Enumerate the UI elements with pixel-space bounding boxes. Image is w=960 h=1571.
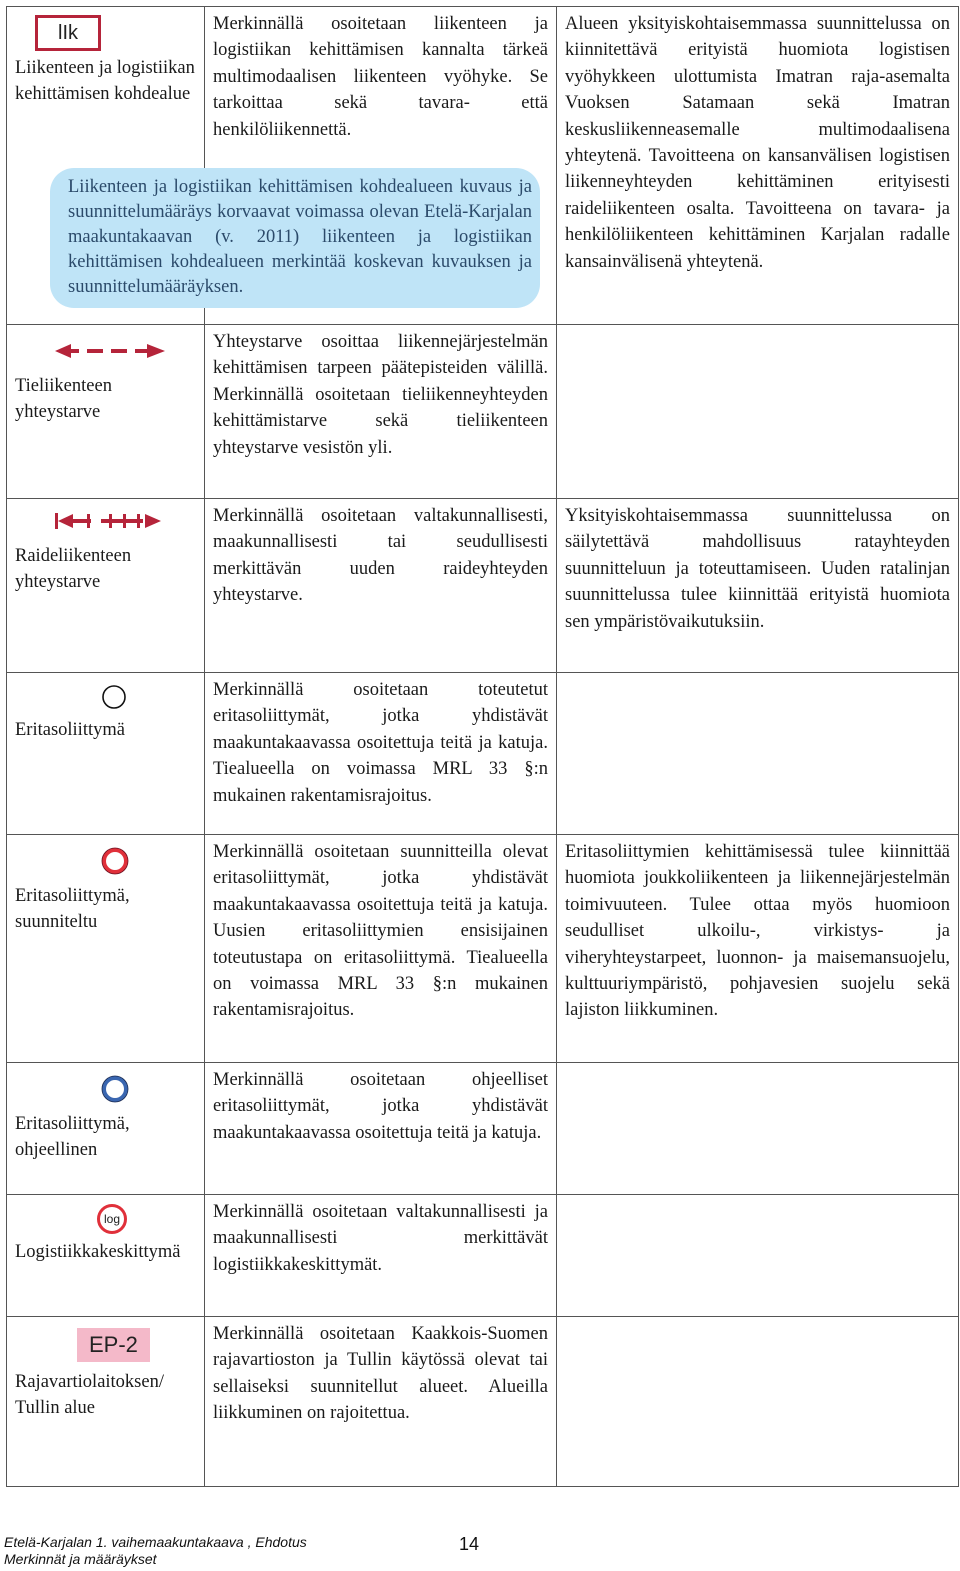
dashed-arrow-icon bbox=[55, 341, 165, 361]
ilk-symbol: lIk bbox=[35, 15, 101, 51]
symbol-cell bbox=[7, 499, 205, 673]
legend-row bbox=[7, 1063, 959, 1195]
description-cell: Merkinnällä osoitetaan valtakunnallisesti, maakunnallisesti tai seudullisesti merkittävän uuden raideyhteyden yhteystarve. bbox=[205, 499, 557, 673]
regulation-cell: Eritasoliittymien kehittämisessä tulee kiinnittää huomiota joukkoliikenteen ja liikennejärjestelmän toimivuuteen. Tulee ottaa myös huomioon seudulliset ulkoilu-, virkistys- ja viheryhteystarpeet, luonnon- ja maisemansuojelu, kulttuuriympäristö, pohjavesien suojelu sekä lajiston liikkuminen. bbox=[557, 835, 959, 1063]
symbol-label: Logistiikkakeskittymä bbox=[15, 1242, 181, 1262]
interchange-circle-icon bbox=[101, 684, 127, 710]
regulation-cell: Alueen yksityiskohtaisemmassa suunnittelussa on kiinnitettävä erityistä huomiota logistisen vyöhykkeen ulottumista Imatran raja-asemalta Vuoksen Satamaan sekä Imatran keskusliikenneasemalle multimodaalisena yhteytenä. Tavoitteena on kansanvälisen logistisen liikenneyhteyden kehittäminen erityisesti raideliikenteen osalta. Tavoitteena on tavara- ja henkilöliikenteen kehittäminen Karjalan radalle kansainvälisenä yhteytenä. bbox=[557, 7, 959, 325]
ep-symbol: EP-2 bbox=[77, 1328, 150, 1362]
symbol-label: Tieliikenteen yhteystarve bbox=[15, 376, 112, 423]
rail-arrow-icon bbox=[55, 511, 165, 531]
description-cell: Yhteystarve osoittaa liikennejärjestelmän kehittämisen tarpeen päätepisteiden välillä. Merkinnällä osoitetaan tieliikenneyhteyden kehittämistarve sekä tieliikenteen yhteystarve vesistön yli. bbox=[205, 325, 557, 499]
road-connection-symbol bbox=[15, 329, 196, 373]
footer-line-2: Merkinnät ja määräykset bbox=[4, 1551, 157, 1567]
description-cell: Merkinnällä osoitetaan ohjeelliset eritasoliittymät, jotka yhdistävät maakuntakaavassa osoitettuja teitä ja katuja. bbox=[205, 1063, 557, 1195]
symbol-label: Raideliikenteen yhteystarve bbox=[15, 546, 132, 593]
description-cell: Merkinnällä osoitetaan liikenteen ja logistiikan kehittämisen kannalta tärkeä multimodaalisen liikenteen vyöhyke. Se tarkoittaa sekä tavara- että henkilöliikennettä. bbox=[205, 7, 557, 325]
symbol-cell bbox=[7, 835, 205, 1063]
description-cell: Merkinnällä osoitetaan valtakunnallisesti ja maakunnallisesti merkittävät logistiikkakeskittymät. bbox=[205, 1195, 557, 1317]
description-cell: Merkinnällä osoitetaan suunnitteilla olevat eritasoliittymät, jotka yhdistävät maakuntakaavassa osoitettuja teitä ja katuja. Uusien eritasoliittymien ensisijainen toteutustapa on eritasoliittymä. Tiealueella on voimassa MRL 33 §:n mukainen rakentamisrajoitus. bbox=[205, 835, 557, 1063]
legend-row bbox=[7, 835, 959, 1063]
regulation-cell bbox=[557, 1317, 959, 1487]
regulation-cell bbox=[557, 1063, 959, 1195]
indicative-interchange-circle-icon bbox=[101, 1075, 129, 1103]
symbol-label: Eritasoliittymä, ohjeellinen bbox=[15, 1114, 130, 1161]
symbol-label: Liikenteen ja logistiikan kehittämisen kohdealue bbox=[15, 58, 195, 105]
regulation-cell: Yksityiskohtaisemmassa suunnittelussa on säilytettävä mahdollisuus ratayhteyden suunnitteluun ja toteuttamiseen. Uuden ratalinjan suunnittelussa tulee kiinnittää erityistä huomiota sen ympäristövaikutuksiin. bbox=[557, 499, 959, 673]
symbol-label: Rajavartiolaitoksen/ Tullin alue bbox=[15, 1372, 164, 1419]
description-cell: Merkinnällä osoitetaan Kaakkois-Suomen rajavartioston ja Tullin käytössä olevat tai sellaiseksi suunnitellut alueet. Alueilla liikkuminen on rajoitettua. bbox=[205, 1317, 557, 1487]
legend-row bbox=[7, 499, 959, 673]
symbol-label: Eritasoliittymä bbox=[15, 720, 125, 740]
regulation-cell bbox=[557, 325, 959, 499]
footer-title bbox=[4, 1534, 307, 1568]
symbol-cell bbox=[7, 673, 205, 835]
symbol-cell bbox=[7, 325, 205, 499]
planned-interchange-circle-icon bbox=[101, 847, 129, 875]
legend-row bbox=[7, 1195, 959, 1317]
symbol-label: Eritasoliittymä, suunniteltu bbox=[15, 886, 130, 933]
description-cell: Merkinnällä osoitetaan toteutetut eritasoliittymät, jotka yhdistävät maakuntakaavassa osoitettuja teitä ja katuja. Tiealueella on voimassa MRL 33 §:n mukainen rakentamisrajoitus. bbox=[205, 673, 557, 835]
symbol-cell bbox=[7, 1317, 205, 1487]
regulation-cell bbox=[557, 673, 959, 835]
legend-row bbox=[7, 1317, 959, 1487]
symbol-cell bbox=[7, 1063, 205, 1195]
symbol-cell bbox=[7, 1195, 205, 1317]
page-number: 14 bbox=[459, 1534, 480, 1554]
legend-row bbox=[7, 325, 959, 499]
legend-row bbox=[7, 673, 959, 835]
regulation-cell bbox=[557, 1195, 959, 1317]
footer-line-1: Etelä-Karjalan 1. vaihemaakuntakaava , Ehdotus bbox=[4, 1534, 307, 1550]
replacement-note: Liikenteen ja logistiikan kehittämisen kohdealueen kuvaus ja suunnittelumääräys korvaavat voimassa olevan Etelä-Karjalan maakuntakaavan (v. 2011) liikenteen ja logistiikan kehittämisen kohdealueen merkintää koskevan kuvauksen ja suunnittelumääräyksen. bbox=[50, 168, 540, 308]
logistics-symbol: log bbox=[97, 1204, 127, 1234]
rail-connection-symbol bbox=[15, 503, 196, 539]
